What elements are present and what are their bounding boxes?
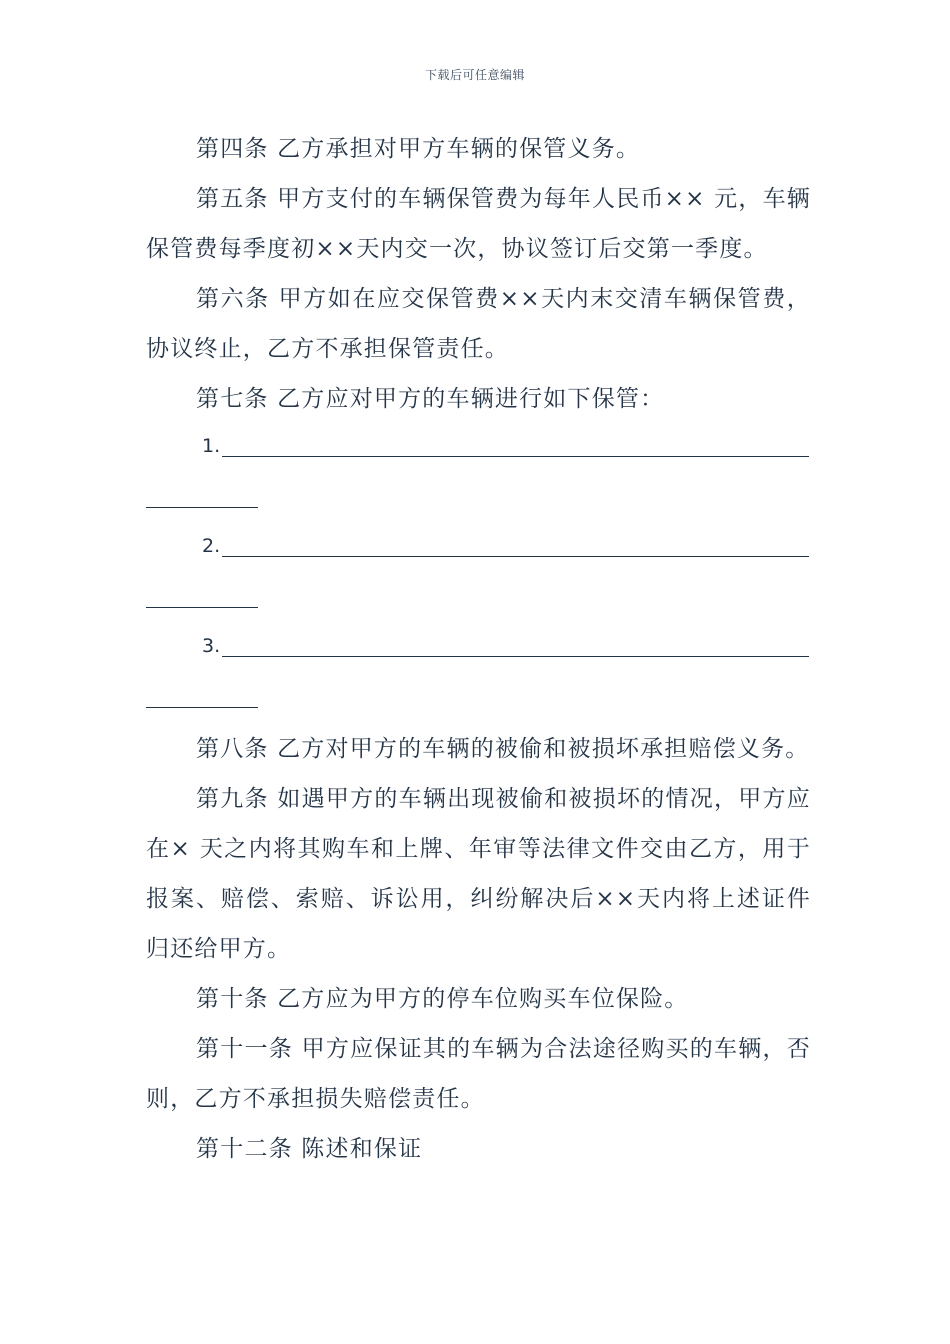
fill-in-line-continued bbox=[146, 707, 258, 708]
page-header-note: 下载后可任意编辑 bbox=[424, 68, 525, 82]
blank-item-number: 2. bbox=[202, 535, 221, 557]
article-12: 第十二条 陈述和保证 bbox=[196, 1136, 423, 1162]
article-9: 第九条 如遇甲方的车辆出现被偷和被损坏的情况，甲方应在× 天之内将其购车和上牌、年审等法律文件交由乙方，用于报案、赔偿、索赔、诉讼用，纠纷解决后××天内将上述证件归还给甲方。 bbox=[146, 786, 811, 962]
document-body bbox=[146, 124, 811, 1174]
article-11: 第十一条 甲方应保证其的车辆为合法途径购买的车辆，否则，乙方不承担损失赔偿责任。 bbox=[146, 1036, 811, 1112]
article-7: 第七条 乙方应对甲方的车辆进行如下保管： bbox=[196, 386, 665, 412]
fill-in-line-continued bbox=[146, 607, 258, 608]
fill-in-line bbox=[222, 656, 809, 657]
blank-item-1 bbox=[146, 424, 811, 524]
fill-in-line-continued bbox=[146, 507, 258, 508]
article-5: 第五条 甲方支付的车辆保管费为每年人民币×× 元，车辆保管费每季度初××天内交一次，协议签订后交第一季度。 bbox=[146, 186, 811, 262]
article-4: 第四条 乙方承担对甲方车辆的保管义务。 bbox=[196, 136, 641, 162]
article-8: 第八条 乙方对甲方的车辆的被偷和被损坏承担赔偿义务。 bbox=[196, 736, 810, 762]
fill-in-line bbox=[222, 456, 809, 457]
fill-in-line bbox=[222, 556, 809, 557]
blank-item-2 bbox=[146, 524, 811, 624]
article-10: 第十条 乙方应为甲方的停车位购买车位保险。 bbox=[196, 986, 689, 1012]
blank-item-number: 3. bbox=[202, 635, 221, 657]
blank-item-3 bbox=[146, 624, 811, 724]
article-6: 第六条 甲方如在应交保管费××天内末交清车辆保管费，协议终止，乙方不承担保管责任。 bbox=[146, 286, 811, 362]
blank-item-number: 1. bbox=[202, 435, 221, 457]
